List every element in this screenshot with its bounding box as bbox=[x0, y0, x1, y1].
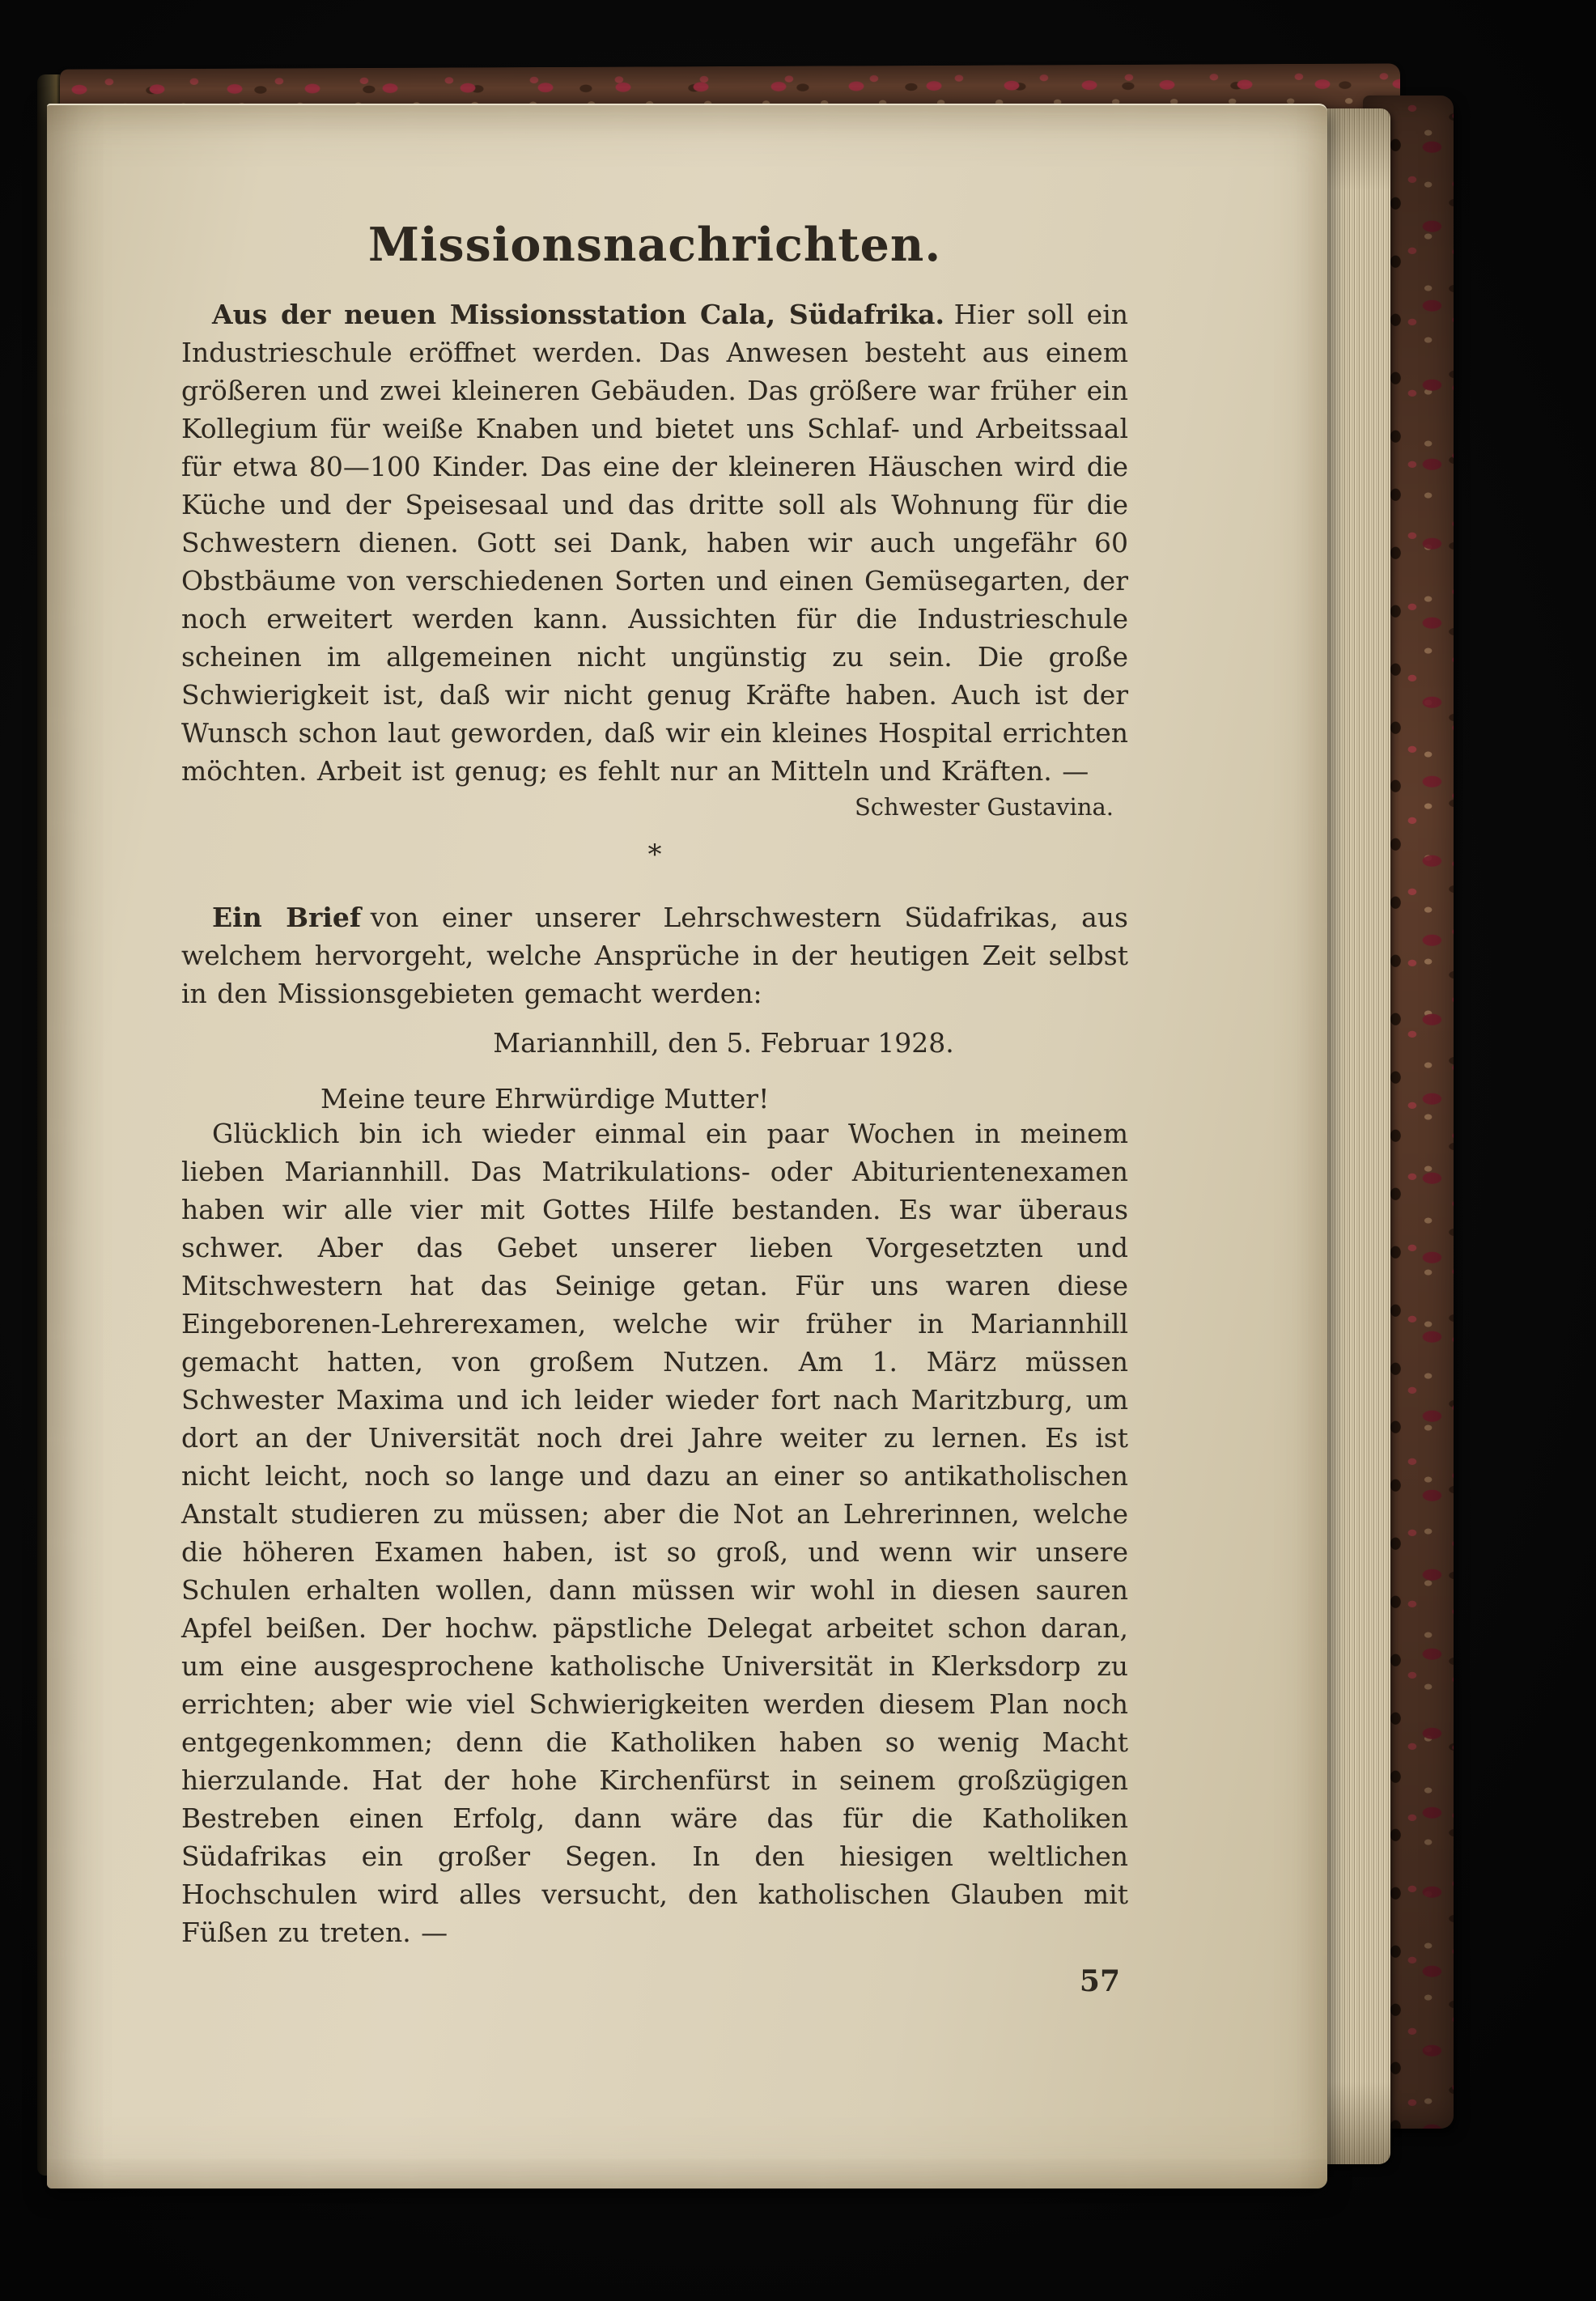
page-content bbox=[47, 105, 1327, 2188]
page-number: 57 bbox=[1079, 1963, 1120, 1998]
letter-intro-paragraph bbox=[181, 898, 1128, 1013]
letter-body: Glücklich bin ich wieder einmal ein paar Wochen in meinem lieben Mariannhill. Das Matrikulations- oder Abiturientenexamen haben wir alle vier mit Gottes Hilfe bestanden. Es war überaus schwer. Aber das Gebet unserer lieben Vorgesetzten und Mitschwestern hat das Seinige getan. Für uns waren diese Eingeborenen-Lehrerexamen, welche wir früher in Mariannhill gemacht hatten, von großem Nutzen. Am 1. März müssen Schwester Maxima und ich leider wieder fort nach Maritzburg, um dort an der Universität noch drei Jahre weiter zu lernen. Es ist nicht leicht, noch so lange und dazu an einer so antikatholischen Anstalt studieren zu müssen; aber die Not an Lehrerinnen, welche die höheren Examen haben, ist so groß, und wenn wir unsere Schulen erhalten wollen, dann müssen wir wohl in diesen sauren Apfel beißen. Der hochw. päpstliche Delegat arbeitet schon daran, um eine ausgesprochene katholische Universität in Klerksdorp zu errichten; aber wie viel Schwierigkeiten werden diesem Plan noch entgegenkommen; denn die Katholiken haben so wenig Macht hierzulande. Hat der hohe Kirchenfürst in seinem großzügigen Bestreben einen Erfolg, dann wäre das für die Katholiken Südafrikas ein großer Segen. In den hiesigen weltlichen Hochschulen wird alles versucht, den katholischen Glauben mit Füßen zu treten. — bbox=[181, 1117, 1128, 1948]
letter-salutation: Meine teure Ehrwürdige Mutter! bbox=[320, 1082, 770, 1114]
article-cala-lead: Aus der neuen Missionsstation Cala, Südafrika. bbox=[212, 298, 945, 330]
letter-dateline: Mariannhill, den 5. Februar 1928. bbox=[493, 1026, 954, 1059]
page-title: Missionsnachrichten. bbox=[367, 218, 942, 272]
letter-intro: von einer unserer Lehrschwestern Südafrikas, aus welchem hervorgeht, welche Ansprüche in der heutigen Zeit selbst in den Missionsgebieten gemacht werden: bbox=[181, 901, 1128, 1009]
letter-lead: Ein Brief bbox=[212, 901, 362, 933]
book-page bbox=[47, 104, 1327, 2188]
article-signature: Schwester Gustavina. bbox=[854, 792, 1114, 821]
article-cala-paragraph bbox=[181, 295, 1128, 790]
article-cala-body: Hier soll ein Industrieschule eröffnet werden. Das Anwesen besteht aus einem größeren und zwei kleineren Gebäuden. Das größere war früher ein Kollegium für weiße Knaben und bietet uns Schlaf- und Arbeitssaal für etwa 80—100 Kinder. Das eine der kleineren Häuschen wird die Küche und der Speisesaal und das dritte soll als Wohnung für die Schwestern dienen. Gott sei Dank, haben wir auch ungefähr 60 Obstbäume von verschiedenen Sorten und einen Gemüsegarten, der noch erweitert werden kann. Aussichten für die Industrieschule scheinen im allgemeinen nicht ungünstig zu sein. Die große Schwierigkeit ist, daß wir nicht genug Kräfte haben. Auch ist der Wunsch schon laut geworden, daß wir ein kleines Hospital errichten möchten. Arbeit ist genug; es fehlt nur an Mitteln und Kräften. — bbox=[181, 298, 1129, 787]
section-separator: * bbox=[647, 838, 662, 871]
